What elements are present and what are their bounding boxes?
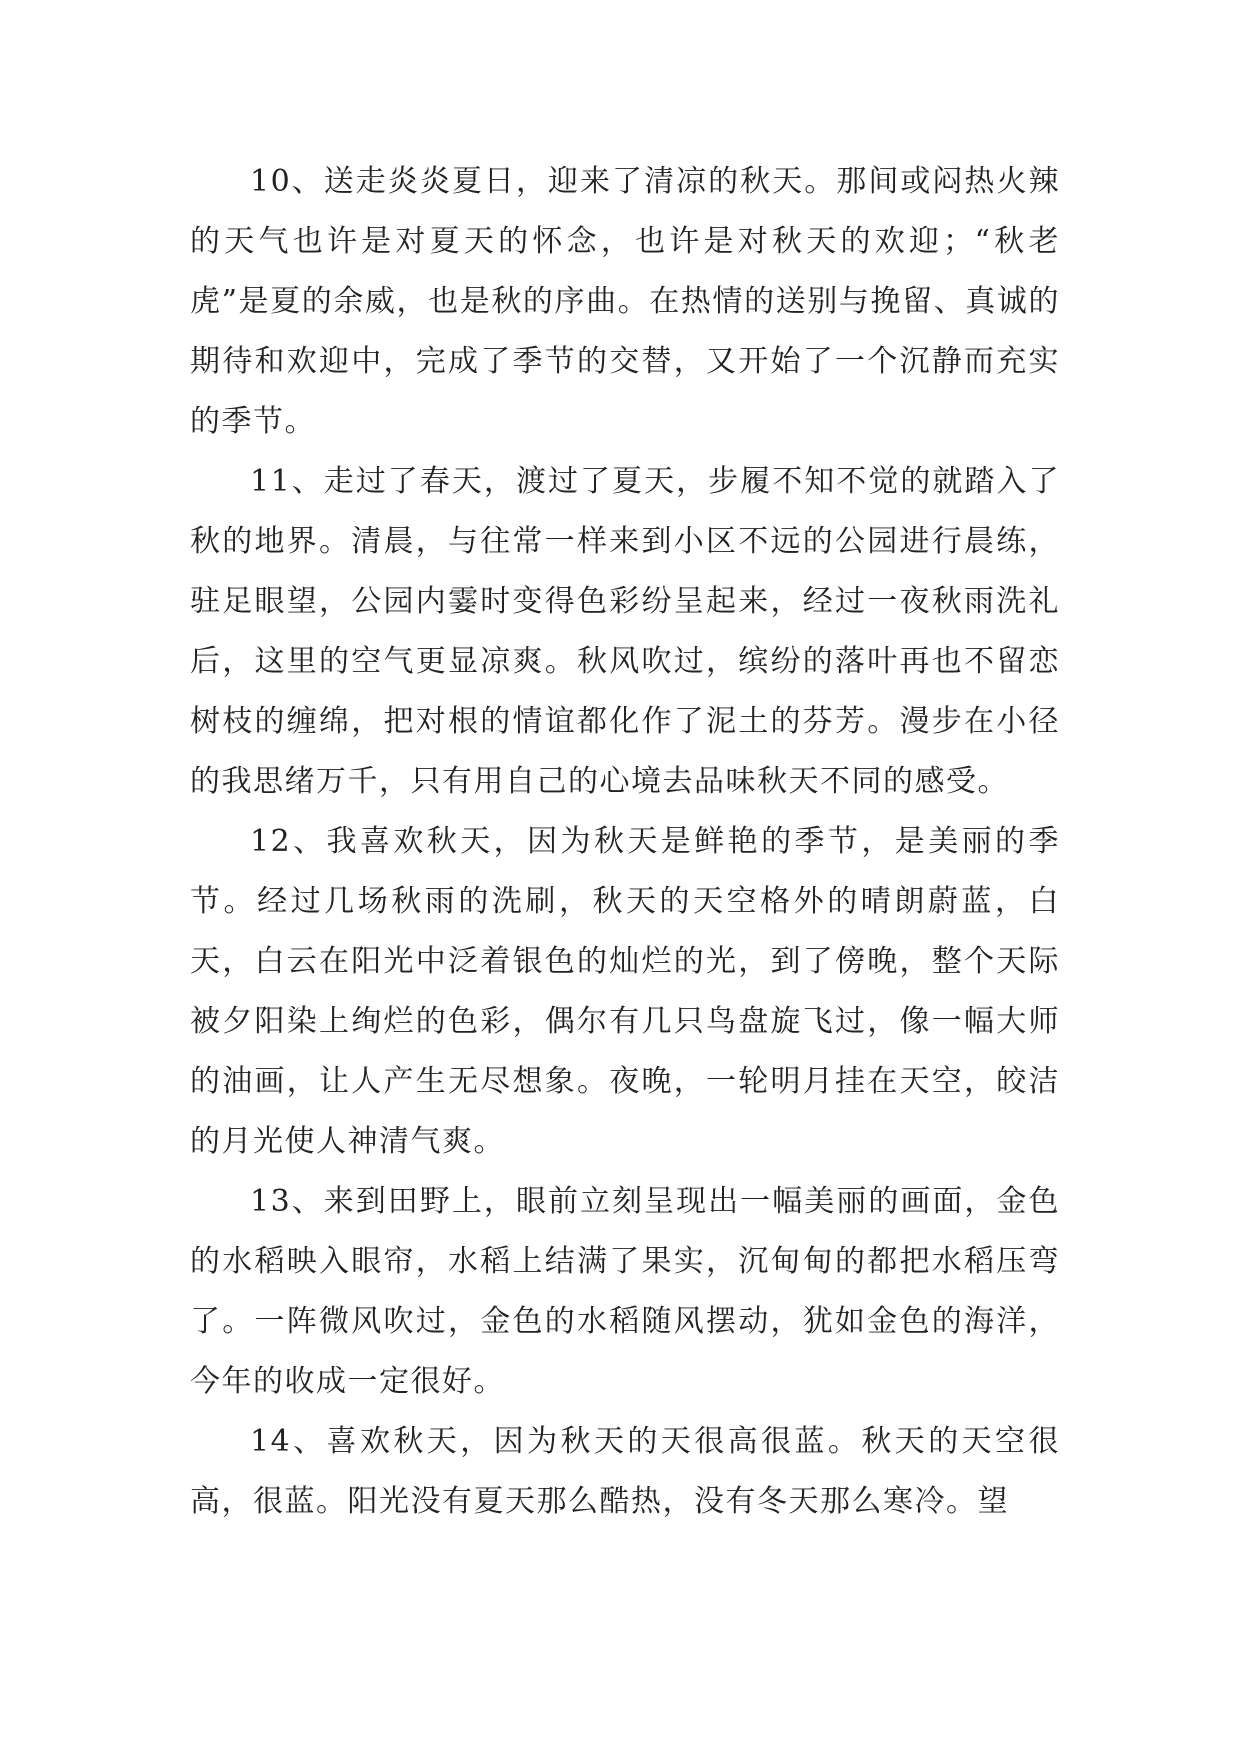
paragraph-11: 11、走过了春天，渡过了夏天，步履不知不觉的就踏入了秋的地界。清晨，与往常一样来到小区不远的公园进行晨练，驻足眼望，公园内霎时变得色彩纷呈起来，经过一夜秋雨洗礼后，这里的空气更显凉爽。秋风吹过，缤纷的落叶再也不留恋树枝的缠绵，把对根的情谊都化作了泥土的芬芳。漫步在小径的我思绪万千，只有用自己的心境去品味秋天不同的感受。 [190, 464, 1060, 799]
document-body [190, 152, 1060, 1532]
paragraph-10: 10、送走炎炎夏日，迎来了清凉的秋天。那间或闷热火辣的天气也许是对夏天的怀念，也许是对秋天的欢迎；“秋老虎”是夏的余威，也是秋的序曲。在热情的送别与挽留、真诚的期待和欢迎中，完成了季节的交替，又开始了一个沉静而充实的季节。 [190, 164, 1060, 439]
paragraph-14: 14、喜欢秋天，因为秋天的天很高很蓝。秋天的天空很高，很蓝。阳光没有夏天那么酷热，没有冬天那么寒冷。望 [190, 1424, 1060, 1519]
paragraph-12: 12、我喜欢秋天，因为秋天是鲜艳的季节，是美丽的季节。经过几场秋雨的洗刷，秋天的天空格外的晴朗蔚蓝，白天，白云在阳光中泛着银色的灿烂的光，到了傍晚，整个天际被夕阳染上绚烂的色彩，偶尔有几只鸟盘旋飞过，像一幅大师的油画，让人产生无尽想象。夜晚，一轮明月挂在天空，皎洁的月光使人神清气爽。 [190, 824, 1060, 1159]
paragraph-13: 13、来到田野上，眼前立刻呈现出一幅美丽的画面，金色的水稻映入眼帘，水稻上结满了果实，沉甸甸的都把水稻压弯了。一阵微风吹过，金色的水稻随风摆动，犹如金色的海洋，今年的收成一定很好。 [190, 1184, 1060, 1399]
